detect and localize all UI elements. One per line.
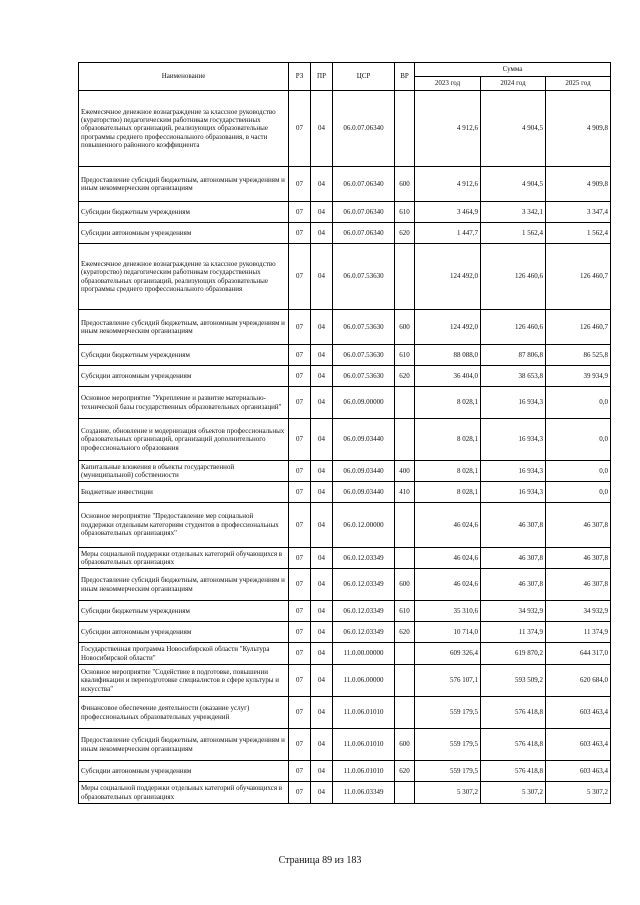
cell-vr: [395, 665, 415, 697]
cell-sum-2023: 36 404,0: [415, 366, 481, 387]
cell-vr: 600: [395, 729, 415, 761]
cell-pr: 04: [311, 482, 333, 503]
cell-pr: 04: [311, 223, 333, 244]
header-year-2023: 2023 год: [415, 77, 481, 91]
cell-pr: 04: [311, 729, 333, 761]
cell-sum-2024: 46 307,8: [481, 548, 546, 569]
cell-sum-2024: 16 934,3: [481, 419, 546, 461]
cell-sum-2024: 576 418,8: [481, 729, 546, 761]
cell-pr: 04: [311, 366, 333, 387]
cell-rz: 07: [289, 761, 311, 782]
table-row: [79, 761, 611, 782]
cell-sum-2023: 46 024,6: [415, 569, 481, 601]
cell-pr: 04: [311, 167, 333, 202]
header-sum: Сумма: [415, 63, 611, 77]
cell-sum-2024: 619 870,2: [481, 643, 546, 665]
cell-pr: 04: [311, 310, 333, 345]
cell-vr: [395, 503, 415, 548]
cell-pr: 04: [311, 643, 333, 665]
table-row: [79, 601, 611, 622]
cell-csr: 06.0.09.03440: [333, 419, 395, 461]
cell-sum-2023: 5 307,2: [415, 782, 481, 804]
cell-rz: 07: [289, 548, 311, 569]
cell-sum-2024: 16 934,3: [481, 461, 546, 482]
cell-rz: 07: [289, 503, 311, 548]
table-row: [79, 345, 611, 366]
cell-sum-2025: 0,0: [546, 461, 611, 482]
cell-sum-2024: 126 460,6: [481, 244, 546, 310]
cell-name: Предоставление субсидий бюджетным, автономным учреждениям и иным некоммерческим организациям: [79, 167, 289, 202]
cell-sum-2023: 576 107,1: [415, 665, 481, 697]
cell-sum-2025: 4 909,8: [546, 91, 611, 167]
cell-sum-2024: 126 460,6: [481, 310, 546, 345]
cell-sum-2025: 39 934,9: [546, 366, 611, 387]
cell-sum-2023: 8 028,1: [415, 419, 481, 461]
header-name: Наименование: [79, 63, 289, 91]
cell-sum-2023: 88 088,0: [415, 345, 481, 366]
cell-sum-2023: 124 492,0: [415, 310, 481, 345]
cell-csr: 11.0.06.00000: [333, 665, 395, 697]
cell-sum-2025: 603 463,4: [546, 697, 611, 729]
header-csr: ЦСР: [333, 63, 395, 91]
cell-rz: 07: [289, 91, 311, 167]
cell-sum-2023: 10 714,0: [415, 622, 481, 643]
cell-sum-2025: 603 463,4: [546, 761, 611, 782]
cell-vr: [395, 91, 415, 167]
cell-name: Субсидии бюджетным учреждениям: [79, 601, 289, 622]
table-row: [79, 569, 611, 601]
cell-csr: 06.0.09.03440: [333, 482, 395, 503]
cell-name: Ежемесячное денежное вознаграждение за классное руководство (кураторство) педагогическим работникам государственных образовательных организаций, реализующих образовательные программы среднего профессионального образования: [79, 244, 289, 310]
cell-sum-2023: 4 912,6: [415, 91, 481, 167]
cell-name: Основное мероприятие "Предоставление мер социальной поддержки отдельным категориям студентов в профессиональных образовательных организациях": [79, 503, 289, 548]
cell-sum-2025: 126 460,7: [546, 244, 611, 310]
cell-csr: 06.0.09.03440: [333, 461, 395, 482]
cell-sum-2025: 46 307,8: [546, 569, 611, 601]
cell-sum-2023: 8 028,1: [415, 482, 481, 503]
header-pr: ПР: [311, 63, 333, 91]
table-row: [79, 167, 611, 202]
cell-rz: 07: [289, 167, 311, 202]
cell-sum-2025: 644 317,0: [546, 643, 611, 665]
table-row: [79, 548, 611, 569]
cell-vr: [395, 697, 415, 729]
cell-sum-2023: 46 024,6: [415, 548, 481, 569]
cell-sum-2024: 593 509,2: [481, 665, 546, 697]
cell-vr: 620: [395, 761, 415, 782]
cell-csr: 06.0.07.06340: [333, 91, 395, 167]
cell-rz: 07: [289, 601, 311, 622]
cell-csr: 11.0.06.01010: [333, 761, 395, 782]
cell-pr: 04: [311, 548, 333, 569]
table-row: [79, 729, 611, 761]
cell-sum-2023: 559 179,5: [415, 697, 481, 729]
cell-sum-2024: 1 562,4: [481, 223, 546, 244]
cell-name: Ежемесячное денежное вознаграждение за классное руководство (кураторство) педагогическим работникам государственных образовательных организаций, реализующих образовательные программы среднего профессионального образования, в части повышенного районного коэффициента: [79, 91, 289, 167]
page-number: Страница 89 из 183: [278, 855, 362, 866]
cell-vr: 410: [395, 482, 415, 503]
cell-vr: 400: [395, 461, 415, 482]
cell-rz: 07: [289, 643, 311, 665]
table-row: [79, 366, 611, 387]
cell-sum-2024: 576 418,8: [481, 761, 546, 782]
cell-vr: 620: [395, 622, 415, 643]
header-vr: ВР: [395, 63, 415, 91]
cell-csr: 06.0.09.00000: [333, 387, 395, 419]
cell-vr: 620: [395, 223, 415, 244]
cell-sum-2023: 8 028,1: [415, 387, 481, 419]
cell-rz: 07: [289, 729, 311, 761]
cell-name: Бюджетные инвестиции: [79, 482, 289, 503]
cell-vr: [395, 387, 415, 419]
table-row: [79, 643, 611, 665]
cell-name: Субсидии автономным учреждениям: [79, 622, 289, 643]
cell-sum-2023: 1 447,7: [415, 223, 481, 244]
cell-csr: 11.0.06.01010: [333, 729, 395, 761]
table-row: [79, 782, 611, 804]
table-row: [79, 223, 611, 244]
cell-csr: 06.0.07.53630: [333, 310, 395, 345]
cell-sum-2023: 46 024,6: [415, 503, 481, 548]
cell-pr: 04: [311, 761, 333, 782]
cell-vr: 600: [395, 167, 415, 202]
cell-rz: 07: [289, 387, 311, 419]
cell-name: Субсидии бюджетным учреждениям: [79, 202, 289, 223]
table-row: [79, 202, 611, 223]
cell-vr: [395, 419, 415, 461]
cell-sum-2025: 0,0: [546, 482, 611, 503]
cell-csr: 11.0.00.00000: [333, 643, 395, 665]
cell-csr: 06.0.07.06340: [333, 223, 395, 244]
cell-sum-2024: 38 653,8: [481, 366, 546, 387]
cell-rz: 07: [289, 419, 311, 461]
cell-sum-2024: 16 934,3: [481, 482, 546, 503]
cell-vr: 610: [395, 601, 415, 622]
cell-pr: 04: [311, 601, 333, 622]
cell-rz: 07: [289, 697, 311, 729]
cell-sum-2024: 4 904,5: [481, 91, 546, 167]
cell-pr: 04: [311, 387, 333, 419]
cell-name: Капитальные вложения в объекты государственной (муниципальной) собственности: [79, 461, 289, 482]
cell-rz: 07: [289, 223, 311, 244]
cell-sum-2025: 5 307,2: [546, 782, 611, 804]
cell-csr: 11.0.06.03349: [333, 782, 395, 804]
cell-csr: 06.0.07.53630: [333, 244, 395, 310]
table-row: [79, 419, 611, 461]
cell-sum-2023: 3 464,9: [415, 202, 481, 223]
cell-sum-2024: 5 307,2: [481, 782, 546, 804]
cell-vr: [395, 548, 415, 569]
cell-name: Субсидии автономным учреждениям: [79, 223, 289, 244]
cell-name: Основное мероприятие "Укрепление и развитие материально-технической базы государственных образовательных организаций": [79, 387, 289, 419]
cell-name: Субсидии автономным учреждениям: [79, 366, 289, 387]
cell-csr: 06.0.07.53630: [333, 345, 395, 366]
cell-sum-2025: 603 463,4: [546, 729, 611, 761]
cell-rz: 07: [289, 665, 311, 697]
cell-rz: 07: [289, 482, 311, 503]
cell-name: Финансовое обеспечение деятельности (оказание услуг) профессиональных образовательных учреждений: [79, 697, 289, 729]
cell-vr: 620: [395, 366, 415, 387]
header-year-2025: 2025 год: [546, 77, 611, 91]
cell-pr: 04: [311, 345, 333, 366]
table-row: [79, 310, 611, 345]
cell-sum-2024: 87 806,8: [481, 345, 546, 366]
cell-pr: 04: [311, 697, 333, 729]
table-body: [79, 91, 611, 804]
cell-sum-2024: 46 307,8: [481, 569, 546, 601]
cell-name: Меры социальной поддержки отдельных категорий обучающихся в образовательных организациях: [79, 548, 289, 569]
cell-sum-2023: 4 912,6: [415, 167, 481, 202]
cell-sum-2023: 609 326,4: [415, 643, 481, 665]
cell-sum-2024: 46 307,8: [481, 503, 546, 548]
cell-name: Предоставление субсидий бюджетным, автономным учреждениям и иным некоммерческим организациям: [79, 569, 289, 601]
cell-csr: 06.0.07.06340: [333, 167, 395, 202]
cell-sum-2024: 16 934,3: [481, 387, 546, 419]
cell-sum-2025: 46 307,8: [546, 548, 611, 569]
table-row: [79, 461, 611, 482]
cell-sum-2025: 4 909,8: [546, 167, 611, 202]
cell-csr: 06.0.07.53630: [333, 366, 395, 387]
cell-csr: 06.0.07.06340: [333, 202, 395, 223]
cell-csr: 06.0.12.03349: [333, 622, 395, 643]
cell-sum-2024: 576 418,8: [481, 697, 546, 729]
cell-pr: 04: [311, 622, 333, 643]
cell-name: Создание, обновление и модернизация объектов профессиональных образовательных организаций, организаций дополнительного профессионального образования: [79, 419, 289, 461]
table-row: [79, 503, 611, 548]
cell-sum-2024: 11 374,9: [481, 622, 546, 643]
cell-rz: 07: [289, 345, 311, 366]
table-row: [79, 697, 611, 729]
cell-sum-2023: 124 492,0: [415, 244, 481, 310]
cell-vr: [395, 244, 415, 310]
cell-pr: 04: [311, 244, 333, 310]
cell-pr: 04: [311, 782, 333, 804]
cell-name: Субсидии бюджетным учреждениям: [79, 345, 289, 366]
cell-sum-2024: 4 904,5: [481, 167, 546, 202]
budget-table: [78, 62, 611, 804]
cell-pr: 04: [311, 91, 333, 167]
cell-sum-2024: 3 342,1: [481, 202, 546, 223]
cell-name: Государственная программа Новосибирской области "Культура Новосибирской области": [79, 643, 289, 665]
header-year-2024: 2024 год: [481, 77, 546, 91]
table-row: [79, 244, 611, 310]
cell-pr: 04: [311, 202, 333, 223]
cell-sum-2023: 35 310,6: [415, 601, 481, 622]
cell-csr: 11.0.06.01010: [333, 697, 395, 729]
cell-sum-2025: 86 525,8: [546, 345, 611, 366]
cell-sum-2023: 559 179,5: [415, 729, 481, 761]
header-rz: РЗ: [289, 63, 311, 91]
cell-csr: 06.0.12.00000: [333, 503, 395, 548]
table-row: [79, 665, 611, 697]
cell-sum-2025: 0,0: [546, 419, 611, 461]
cell-sum-2023: 8 028,1: [415, 461, 481, 482]
cell-name: Предоставление субсидий бюджетным, автономным учреждениям и иным некоммерческим организациям: [79, 729, 289, 761]
cell-csr: 06.0.12.03349: [333, 569, 395, 601]
cell-sum-2025: 0,0: [546, 387, 611, 419]
cell-rz: 07: [289, 366, 311, 387]
cell-pr: 04: [311, 419, 333, 461]
table-row: [79, 387, 611, 419]
cell-sum-2023: 559 179,5: [415, 761, 481, 782]
cell-name: Предоставление субсидий бюджетным, автономным учреждениям и иным некоммерческим организациям: [79, 310, 289, 345]
cell-rz: 07: [289, 310, 311, 345]
cell-rz: 07: [289, 244, 311, 310]
cell-vr: 600: [395, 569, 415, 601]
cell-vr: [395, 782, 415, 804]
cell-name: Меры социальной поддержки отдельных категорий обучающихся в образовательных организациях: [79, 782, 289, 804]
cell-name: Субсидии автономным учреждениям: [79, 761, 289, 782]
cell-pr: 04: [311, 569, 333, 601]
cell-rz: 07: [289, 622, 311, 643]
cell-sum-2025: 34 932,9: [546, 601, 611, 622]
cell-vr: 610: [395, 345, 415, 366]
cell-vr: 600: [395, 310, 415, 345]
cell-pr: 04: [311, 665, 333, 697]
table-row: [79, 91, 611, 167]
cell-sum-2025: 3 347,4: [546, 202, 611, 223]
cell-sum-2025: 11 374,9: [546, 622, 611, 643]
cell-csr: 06.0.12.03349: [333, 548, 395, 569]
table-row: [79, 622, 611, 643]
cell-sum-2024: 34 932,9: [481, 601, 546, 622]
cell-vr: 610: [395, 202, 415, 223]
cell-rz: 07: [289, 202, 311, 223]
cell-sum-2025: 620 684,0: [546, 665, 611, 697]
cell-sum-2025: 126 460,7: [546, 310, 611, 345]
cell-rz: 07: [289, 569, 311, 601]
table-row: [79, 482, 611, 503]
cell-vr: [395, 643, 415, 665]
cell-pr: 04: [311, 461, 333, 482]
cell-rz: 07: [289, 782, 311, 804]
cell-sum-2025: 1 562,4: [546, 223, 611, 244]
cell-sum-2025: 46 307,8: [546, 503, 611, 548]
cell-rz: 07: [289, 461, 311, 482]
cell-csr: 06.0.12.03349: [333, 601, 395, 622]
cell-name: Основное мероприятие "Содействие в подготовке, повышении квалификации и переподготовке специалистов в сфере культуры и искусства": [79, 665, 289, 697]
cell-pr: 04: [311, 503, 333, 548]
